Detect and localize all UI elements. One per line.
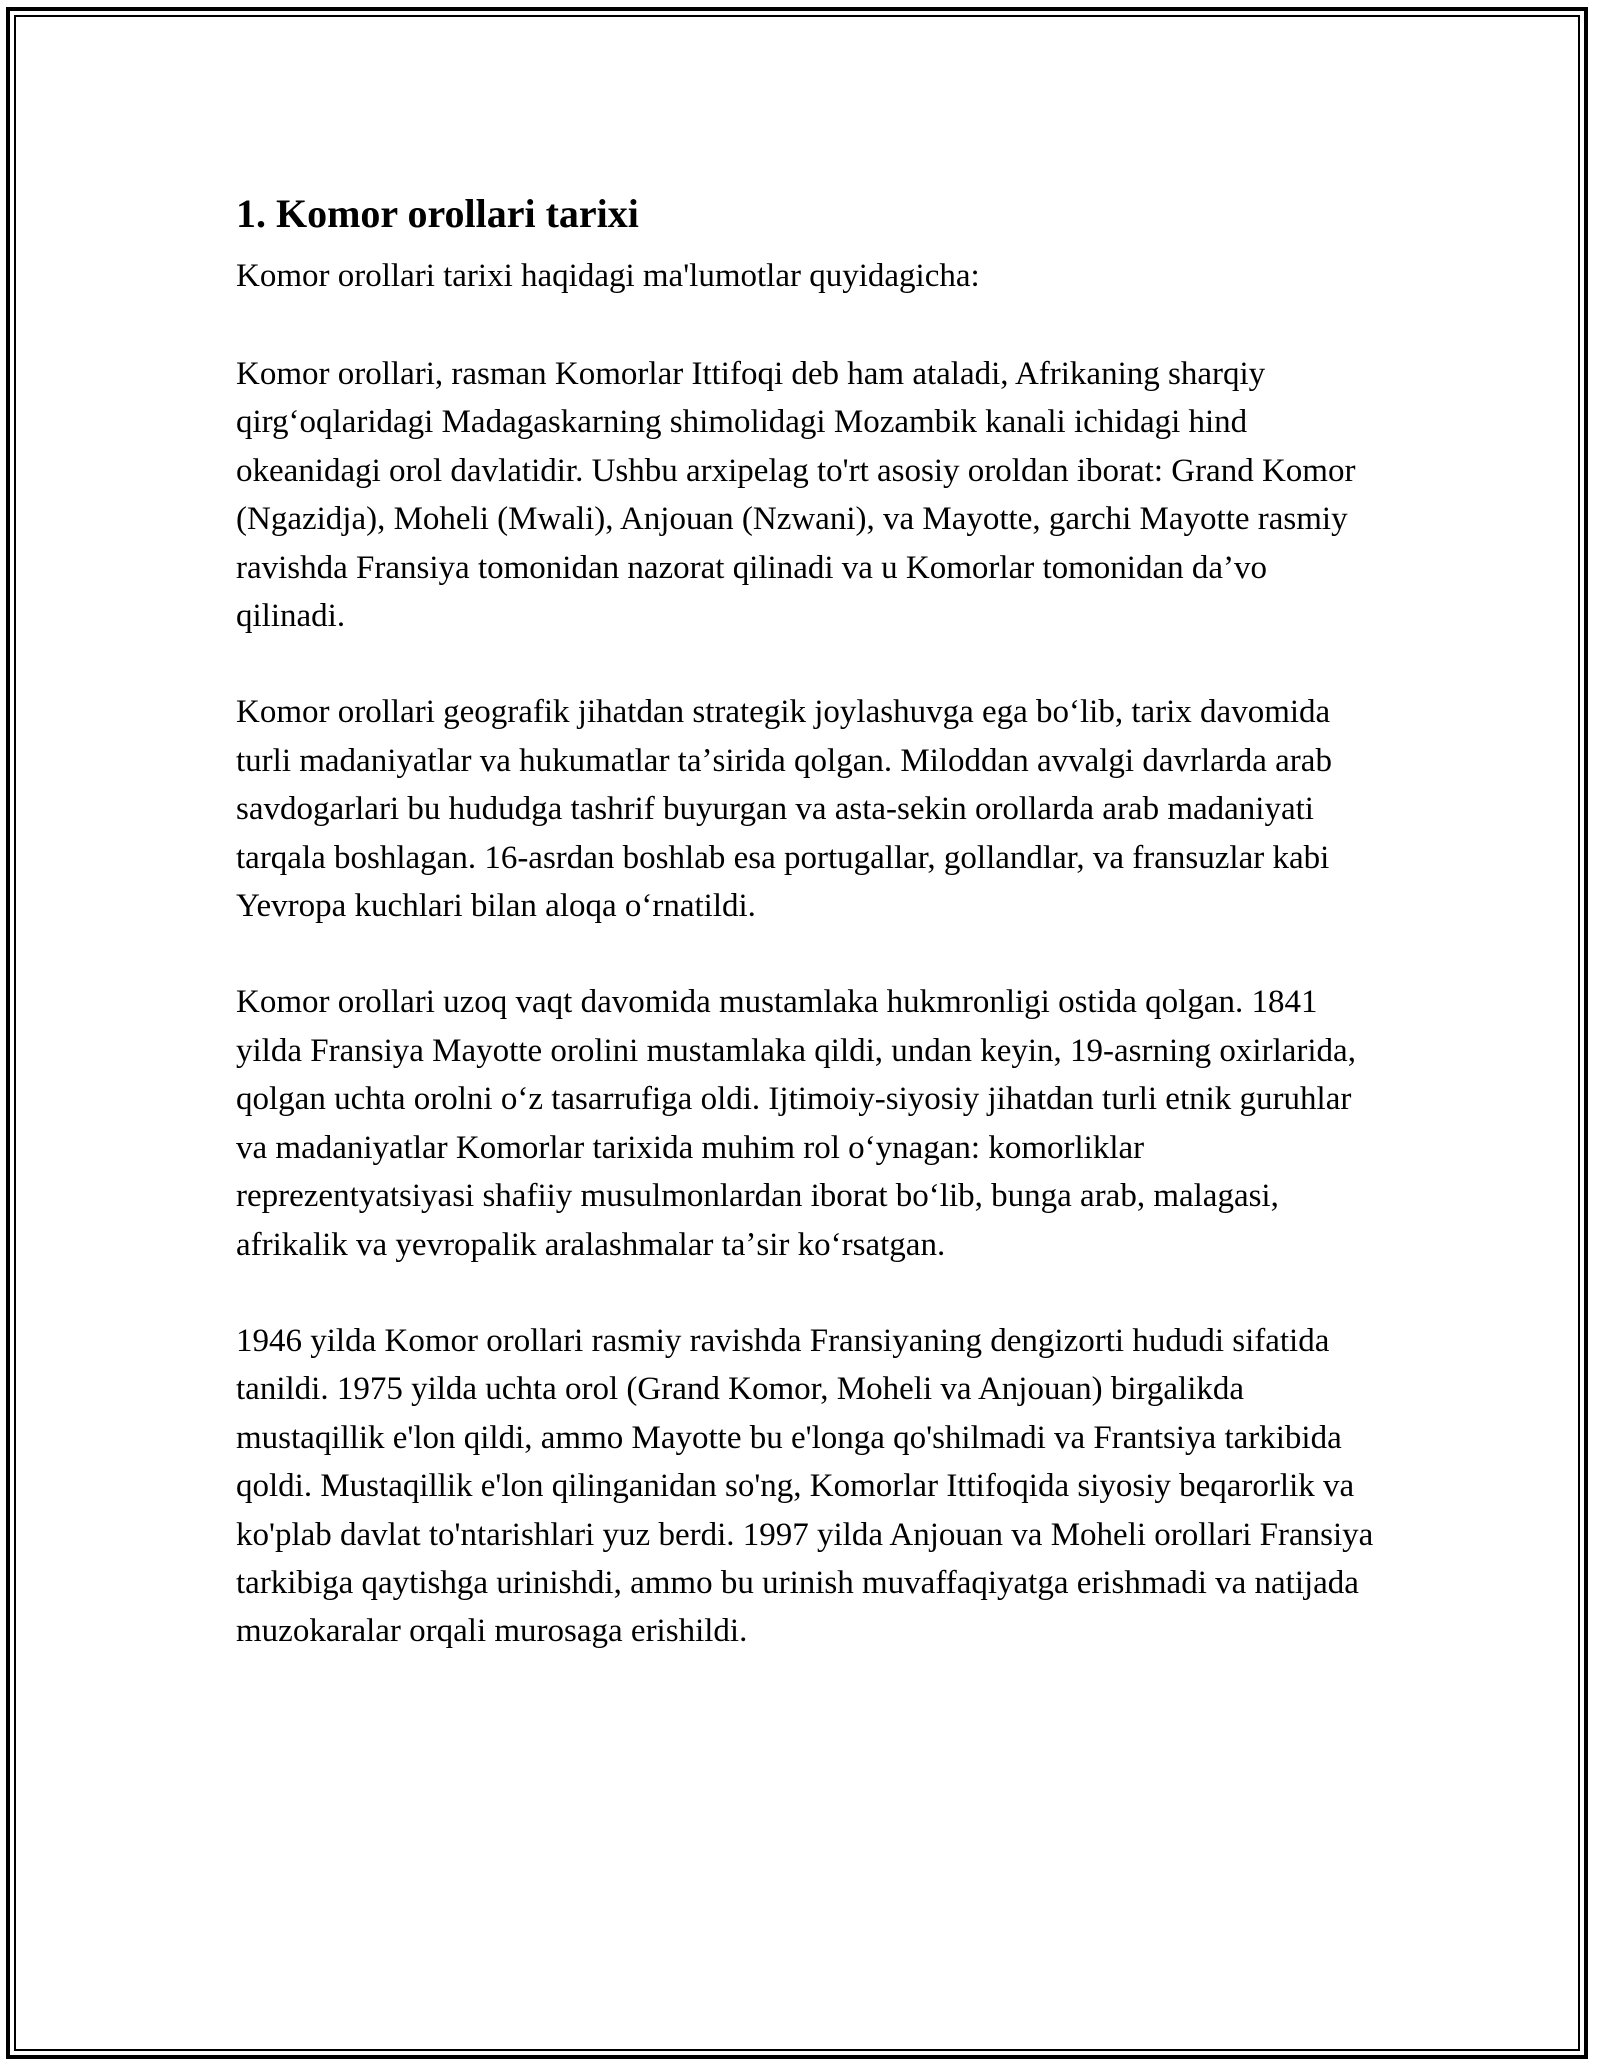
paragraph-3: Komor orollari uzoq vaqt davomida mustamlaka hukmronligi ostida qolgan. 1841 yilda Fransiya Mayotte orolini mustamlaka qildi, undan keyin, 19-asrning oxirlarida, qolgan uchta orolni oʻz tasarrufiga oldi. Ijtimoiy-siyosiy jihatdan turli etnik guruhlar va madaniyatlar Komorlar tarixida muhim rol oʻynagan: komorliklar reprezentyatsiyasi shafiiy musulmonlardan iborat boʻlib, bunga arab, malagasi, afrikalik va yevropalik aralashmalar taʼsir koʻrsatgan.: [236, 984, 1356, 1263]
paragraph-1: Komor orollari, rasman Komorlar Ittifoqi deb ham ataladi, Afrikaning sharqiy qirgʻoqlaridagi Madagaskarning shimolidagi Mozambik kanali ichidagi hind okeanidagi orol davlatidir. Ushbu arxipelag to'rt asosiy oroldan iborat: Grand Komor (Ngazidja), Moheli (Mwali), Anjouan (Nzwani), va Mayotte, garchi Mayotte rasmiy ravishda Fransiya tomonidan nazorat qilinadi va u Komorlar tomonidan da’vo qilinadi.: [236, 356, 1356, 635]
intro-paragraph: Komor orollari tarixi haqidagi ma'lumotlar quyidagicha:: [236, 258, 980, 294]
paragraph-2: Komor orollari geografik jihatdan strategik joylashuvga ega boʻlib, tarix davomida turli madaniyatlar va hukumatlar taʼsirida qolgan. Miloddan avvalgi davrlarda arab savdogarlari bu hududga tashrif buyurgan va asta-sekin orollarda arab madaniyati tarqala boshlagan. 16-asrdan boshlab esa portugallar, gollandlar, va fransuzlar kabi Yevropa kuchlari bilan aloqa oʻrnatildi.: [236, 694, 1332, 925]
document-title: 1. Komor orollari tarixi: [236, 191, 639, 236]
paragraph-4: 1946 yilda Komor orollari rasmiy ravishda Fransiyaning dengizorti hududi sifatida tanildi. 1975 yilda uchta orol (Grand Komor, Moheli va Anjouan) birgalikda mustaqillik e'lon qildi, ammo Mayotte bu e'longa qo'shilmadi va Frantsiya tarkibida qoldi. Mustaqillik e'lon qilinganidan so'ng, Komorlar Ittifoqida siyosiy beqarorlik va ko'plab davlat to'ntarishlari yuz berdi. 1997 yilda Anjouan va Moheli orollari Fransiya tarkibiga qaytishga urinishdi, ammo bu urinish muvaffaqiyatga erishmadi va natijada muzokaralar orqali murosaga erishildi.: [236, 1322, 1374, 1650]
document-body: [236, 186, 1376, 1656]
